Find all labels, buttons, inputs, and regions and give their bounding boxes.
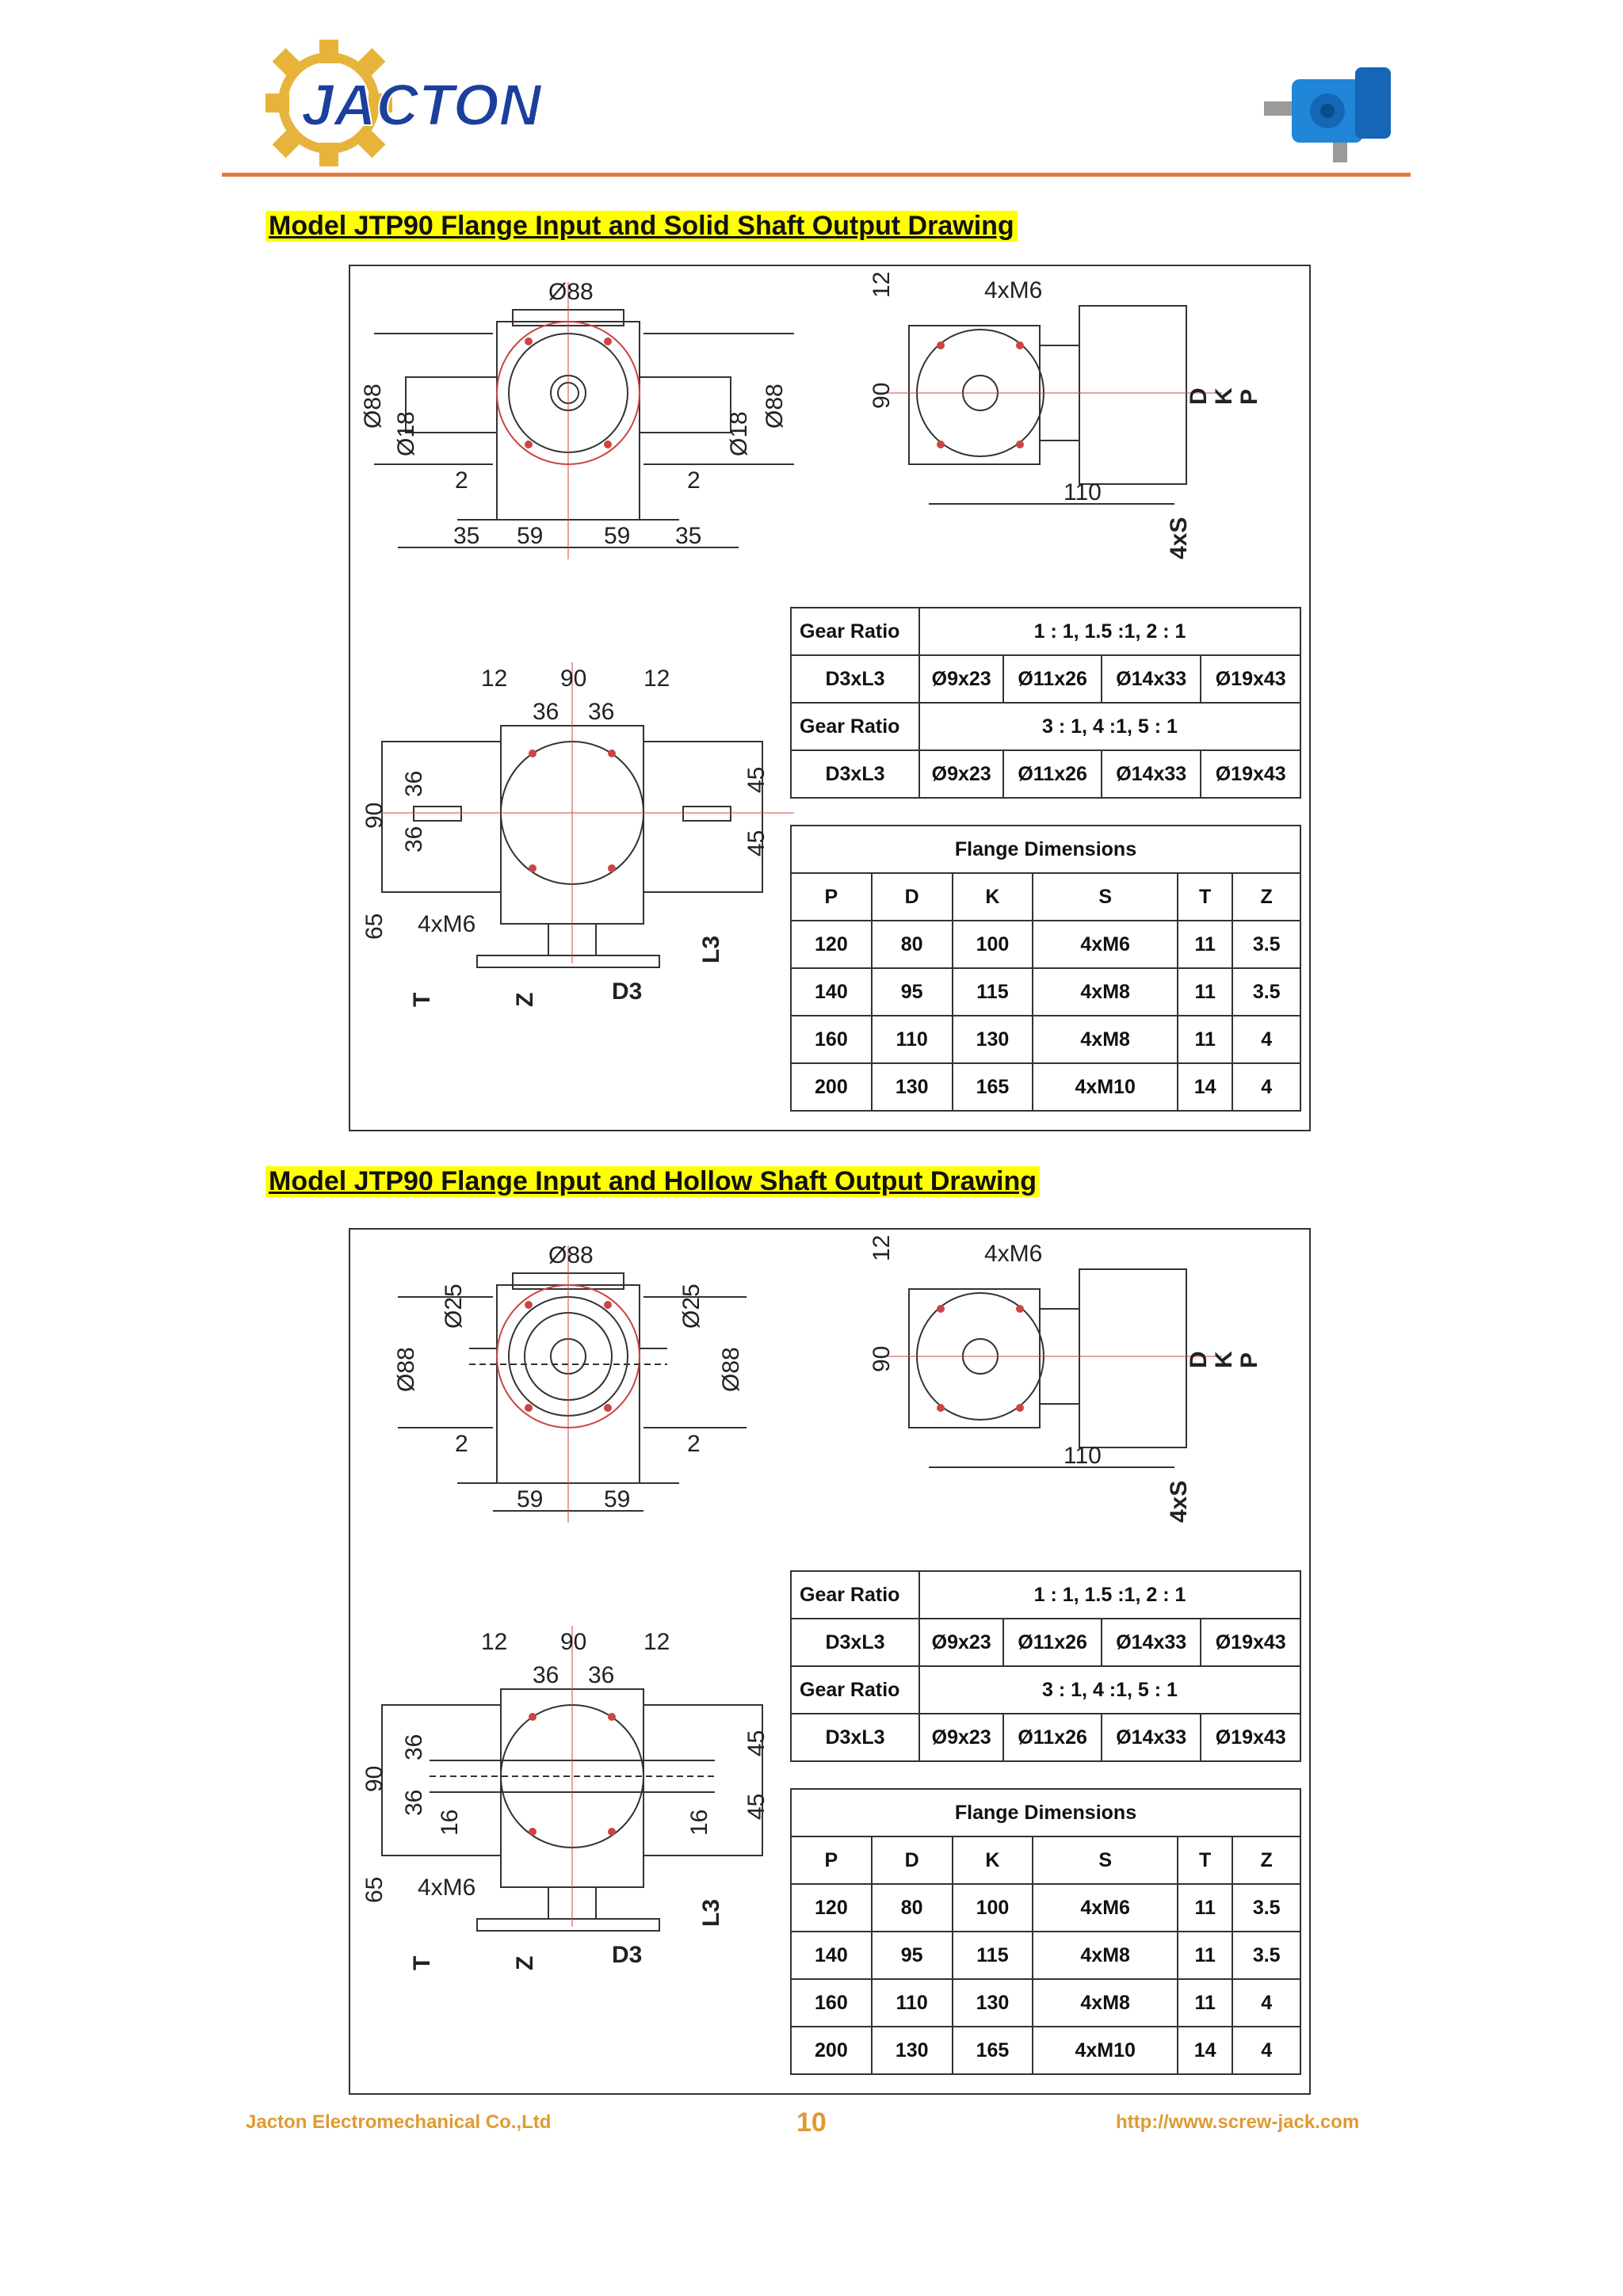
table-cell: 200: [791, 1063, 872, 1111]
table-cell: 80: [872, 1884, 953, 1932]
gear-ratio-table: [790, 607, 1301, 799]
d3l3-size: Ø9x23: [919, 1714, 1003, 1761]
table-cell: 4xM6: [1033, 921, 1178, 968]
dim-front-top: Ø88: [548, 1242, 594, 1268]
table-cell: 11: [1178, 1016, 1232, 1063]
dim-side-bottom: 110: [1064, 479, 1102, 505]
d3l3-size: Ø19x43: [1201, 1714, 1300, 1761]
dim-lower-label: T: [409, 992, 435, 1007]
dim-lower-label: L3: [698, 1898, 724, 1927]
d3l3-size: Ø14x33: [1102, 655, 1201, 703]
table-row: [791, 1063, 1300, 1111]
dim-lower-label: D3: [612, 1942, 643, 1968]
dim-front-bottom: 59: [517, 523, 544, 549]
d3l3-size: Ø11x26: [1003, 1619, 1102, 1666]
d3l3-size: Ø14x33: [1102, 1619, 1201, 1666]
footer-company: Jacton Electromechanical Co.,Ltd: [246, 2111, 552, 2133]
flange-header: P: [791, 873, 872, 921]
flange-header: Z: [1232, 873, 1300, 921]
dim-front-right-outer: Ø88: [762, 383, 788, 429]
dim-side-top: 12: [869, 1234, 895, 1261]
table-cell: 115: [953, 1932, 1033, 1979]
table-cell: 100: [953, 921, 1033, 968]
d3l3-size: Ø19x43: [1201, 1619, 1300, 1666]
table-row: [791, 1932, 1300, 1979]
flange-header: T: [1178, 1836, 1232, 1884]
d3l3-size: Ø14x33: [1102, 750, 1201, 798]
flange-dimensions-table: [790, 1788, 1301, 2075]
flange-table-title: Flange Dimensions: [791, 826, 1300, 873]
d3l3-size: Ø9x23: [919, 750, 1003, 798]
dim-lower-height: 65: [361, 913, 388, 940]
flange-header: D: [872, 873, 953, 921]
dim-front-gap-left: 2: [455, 467, 468, 494]
table-cell: 4xM8: [1033, 1016, 1178, 1063]
dim-lower-label: D3: [612, 978, 643, 1005]
dim-side-bolt: 4xM6: [984, 1241, 1043, 1267]
logo-wordmark: JACTON: [301, 72, 541, 138]
dim-lower-inner-top: 36: [588, 699, 615, 725]
page-number: 10: [796, 2107, 827, 2138]
dim-lower-label: Z: [512, 1955, 538, 1970]
flange-label: P: [1236, 388, 1262, 405]
gear-ratio-value: 3 : 1, 4 :1, 5 : 1: [919, 703, 1300, 750]
table-cell: 11: [1178, 968, 1232, 1016]
table-cell: 3.5: [1232, 1884, 1300, 1932]
dim-lower-left-outer: 90: [361, 1765, 388, 1792]
dim-lower-left-outer: 90: [361, 802, 388, 829]
drawing-frame: [349, 265, 1311, 1131]
table-cell: 11: [1178, 1979, 1232, 2027]
table-cell: 3.5: [1232, 921, 1300, 968]
section-title: Model JTP90 Flange Input and Solid Shaft Output Drawing: [265, 211, 1018, 242]
dim-lower-top: 90: [560, 1629, 587, 1655]
table-cell: 110: [872, 1979, 953, 2027]
gear-ratio-value: 1 : 1, 1.5 :1, 2 : 1: [919, 608, 1300, 655]
d3l3-size: Ø19x43: [1201, 750, 1300, 798]
gearbox-illustration: [1260, 48, 1411, 166]
dim-front-gap-left: 2: [455, 1431, 468, 1457]
gear-ratio-table: [790, 1570, 1301, 1762]
table-cell: 95: [872, 1932, 953, 1979]
dim-lower-inner-top: 36: [588, 1662, 615, 1688]
dim-lower-top: 12: [481, 666, 508, 692]
flange-header: K: [953, 1836, 1033, 1884]
dim-lower-label: Z: [512, 992, 538, 1007]
dim-lower-right: 45: [743, 1730, 769, 1756]
flange-dimensions-table: [790, 825, 1301, 1112]
flange-header: P: [791, 1836, 872, 1884]
dim-front-top: Ø88: [548, 279, 594, 305]
dim-lower-top: 12: [643, 666, 670, 692]
dim-lower-inner-top: 36: [533, 699, 559, 725]
d3l3-label: D3xL3: [791, 1619, 919, 1666]
dim-lower-label: L3: [698, 935, 724, 963]
d3l3-label: D3xL3: [791, 655, 919, 703]
gear-ratio-label: Gear Ratio: [791, 1666, 919, 1714]
table-row: [791, 1979, 1300, 2027]
dim-lower-top: 12: [643, 1629, 670, 1655]
dim-lower-bolt: 4xM6: [418, 1875, 476, 1901]
flange-header: S: [1033, 873, 1178, 921]
dim-lower-height: 65: [361, 1876, 388, 1903]
drawing-frame: [349, 1228, 1311, 2095]
table-cell: 4xM8: [1033, 1979, 1178, 2027]
table-cell: 100: [953, 1884, 1033, 1932]
table-cell: 200: [791, 2027, 872, 2074]
table-row: [791, 921, 1300, 968]
dim-front-right-outer: Ø88: [718, 1347, 744, 1392]
dim-front-bottom: 35: [453, 523, 480, 549]
screw-label: 4xS: [1166, 1480, 1192, 1523]
table-cell: 140: [791, 968, 872, 1016]
dim-lower-left-inner: 36: [401, 1789, 427, 1816]
table-cell: 140: [791, 1932, 872, 1979]
flange-header: D: [872, 1836, 953, 1884]
table-cell: 4xM8: [1033, 968, 1178, 1016]
header-rule: [222, 173, 1411, 177]
gear-ratio-label: Gear Ratio: [791, 703, 919, 750]
table-cell: 130: [872, 2027, 953, 2074]
dim-lower-label: T: [409, 1955, 435, 1970]
dim-front-left-inner: Ø18: [393, 411, 419, 456]
dim-front-right-inner: Ø18: [726, 411, 752, 456]
table-cell: 95: [872, 968, 953, 1016]
d3l3-size: Ø11x26: [1003, 750, 1102, 798]
dim-lower-left-inner: 36: [401, 770, 427, 797]
flange-label: P: [1236, 1352, 1262, 1368]
table-cell: 120: [791, 921, 872, 968]
table-cell: 110: [872, 1016, 953, 1063]
dim-front-bottom: 35: [675, 523, 702, 549]
dim-front-bottom: 59: [604, 1486, 631, 1512]
d3l3-size: Ø9x23: [919, 655, 1003, 703]
dim-lower-inner-top: 36: [533, 1662, 559, 1688]
dim-front-right-inner: Ø25: [678, 1283, 705, 1329]
flange-header: K: [953, 873, 1033, 921]
table-cell: 4: [1232, 1063, 1300, 1111]
d3l3-label: D3xL3: [791, 750, 919, 798]
table-cell: 4xM10: [1033, 2027, 1178, 2074]
section-title: Model JTP90 Flange Input and Hollow Shaft Output Drawing: [265, 1166, 1040, 1197]
dim-front-gap-right: 2: [687, 467, 701, 494]
d3l3-size: Ø19x43: [1201, 655, 1300, 703]
table-cell: 11: [1178, 1932, 1232, 1979]
footer-url-link[interactable]: http://www.screw-jack.com: [1116, 2111, 1360, 2133]
gear-ratio-value: 3 : 1, 4 :1, 5 : 1: [919, 1666, 1300, 1714]
dim-side-left: 90: [869, 1345, 895, 1372]
flange-header: Z: [1232, 1836, 1300, 1884]
table-cell: 130: [953, 1016, 1033, 1063]
table-cell: 80: [872, 921, 953, 968]
dim-side-left: 90: [869, 382, 895, 409]
table-cell: 165: [953, 2027, 1033, 2074]
gear-ratio-label: Gear Ratio: [791, 608, 919, 655]
flange-header: T: [1178, 873, 1232, 921]
dim-lower-left-inner: 36: [401, 826, 427, 852]
dim-side-top: 12: [869, 271, 895, 298]
d3l3-size: Ø14x33: [1102, 1714, 1201, 1761]
dim-front-left-outer: Ø88: [360, 383, 386, 429]
flange-label: D: [1186, 387, 1212, 405]
table-cell: 120: [791, 1884, 872, 1932]
dim-lower-right: 45: [743, 830, 769, 856]
dim-lower-bolt: 4xM6: [418, 911, 476, 937]
flange-label: D: [1186, 1351, 1212, 1368]
dim-lower-inner-small: 16: [686, 1809, 712, 1836]
table-row: [791, 968, 1300, 1016]
table-cell: 11: [1178, 921, 1232, 968]
dim-front-bottom: 59: [517, 1486, 544, 1512]
jacton-logo: [246, 24, 563, 174]
table-cell: 4: [1232, 1016, 1300, 1063]
table-cell: 11: [1178, 1884, 1232, 1932]
table-row: [791, 2027, 1300, 2074]
table-cell: 130: [953, 1979, 1033, 2027]
dim-lower-inner-small: 16: [437, 1809, 463, 1836]
table-cell: 14: [1178, 2027, 1232, 2074]
d3l3-size: Ø11x26: [1003, 1714, 1102, 1761]
dim-side-bottom: 110: [1064, 1443, 1102, 1469]
screw-label: 4xS: [1166, 517, 1192, 559]
dim-lower-right: 45: [743, 1793, 769, 1820]
dim-front-bottom: 59: [604, 523, 631, 549]
d3l3-size: Ø9x23: [919, 1619, 1003, 1666]
dim-front-left-outer: Ø88: [393, 1347, 419, 1392]
table-cell: 4xM8: [1033, 1932, 1178, 1979]
flange-table-title: Flange Dimensions: [791, 1789, 1300, 1836]
dim-side-bolt: 4xM6: [984, 277, 1043, 303]
d3l3-size: Ø11x26: [1003, 655, 1102, 703]
flange-label: K: [1211, 387, 1237, 405]
flange-label: K: [1211, 1351, 1237, 1368]
dim-lower-right: 45: [743, 766, 769, 793]
table-cell: 4xM6: [1033, 1884, 1178, 1932]
gear-ratio-value: 1 : 1, 1.5 :1, 2 : 1: [919, 1571, 1300, 1619]
dim-front-left-inner: Ø25: [441, 1283, 467, 1329]
table-cell: 4: [1232, 2027, 1300, 2074]
dim-front-gap-right: 2: [687, 1431, 701, 1457]
table-cell: 3.5: [1232, 968, 1300, 1016]
gear-ratio-label: Gear Ratio: [791, 1571, 919, 1619]
flange-header: S: [1033, 1836, 1178, 1884]
d3l3-label: D3xL3: [791, 1714, 919, 1761]
table-cell: 160: [791, 1979, 872, 2027]
table-cell: 115: [953, 968, 1033, 1016]
table-cell: 4xM10: [1033, 1063, 1178, 1111]
dim-lower-top: 90: [560, 666, 587, 692]
table-cell: 4: [1232, 1979, 1300, 2027]
table-row: [791, 1016, 1300, 1063]
table-cell: 160: [791, 1016, 872, 1063]
table-cell: 165: [953, 1063, 1033, 1111]
dim-lower-top: 12: [481, 1629, 508, 1655]
table-cell: 3.5: [1232, 1932, 1300, 1979]
table-cell: 130: [872, 1063, 953, 1111]
table-row: [791, 1884, 1300, 1932]
table-cell: 14: [1178, 1063, 1232, 1111]
dim-lower-left-inner: 36: [401, 1733, 427, 1760]
